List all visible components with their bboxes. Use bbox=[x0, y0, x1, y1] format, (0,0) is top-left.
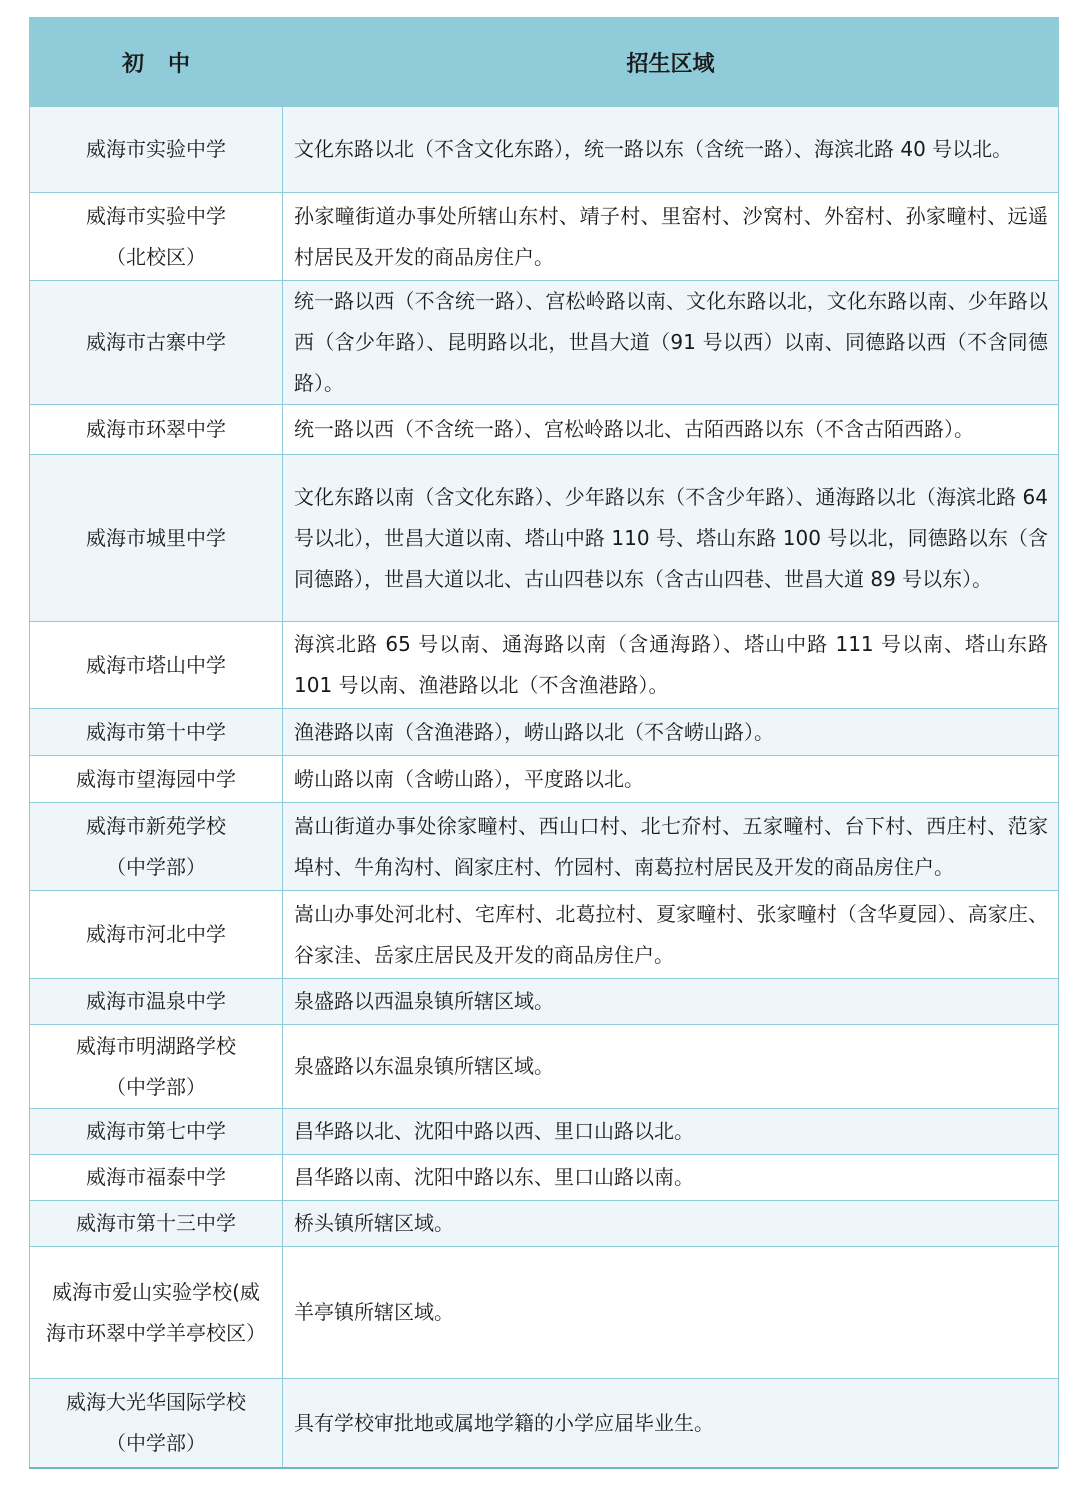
table-row bbox=[30, 455, 1059, 622]
enrollment-area-cell: 统一路以西（不含统一路）、宫松岭路以北、古陌西路以东（不含古陌西路）。 bbox=[283, 405, 1059, 455]
enrollment-area-cell: 泉盛路以西温泉镇所辖区域。 bbox=[283, 979, 1059, 1025]
table-row bbox=[30, 405, 1059, 455]
table-row bbox=[30, 891, 1059, 979]
school-name-cell bbox=[30, 1247, 283, 1379]
enrollment-area-cell: 海滨北路 65 号以南、通海路以南（含通海路）、塔山中路 111 号以南、塔山东路 101 号以南、渔港路以北（不含渔港路）。 bbox=[283, 622, 1059, 709]
enrollment-area-cell: 具有学校审批地或属地学籍的小学应届毕业生。 bbox=[283, 1379, 1059, 1468]
table-body bbox=[30, 107, 1059, 1468]
school-name-cell bbox=[30, 979, 283, 1025]
table-row bbox=[30, 1109, 1059, 1155]
school-name-cell bbox=[30, 803, 283, 891]
school-name-line: （中学部） bbox=[106, 854, 206, 879]
enrollment-area-cell: 孙家疃街道办事处所辖山东村、靖子村、里窑村、沙窝村、外窑村、孙家疃村、远遥村居民及开发的商品房住户。 bbox=[283, 193, 1059, 281]
enrollment-area-cell: 昌华路以北、沈阳中路以西、里口山路以北。 bbox=[283, 1109, 1059, 1155]
school-name-cell bbox=[30, 1155, 283, 1201]
school-name-line: （中学部） bbox=[106, 1431, 206, 1455]
table-row bbox=[30, 803, 1059, 891]
school-name-cell bbox=[30, 709, 283, 756]
enrollment-zone-table bbox=[29, 17, 1059, 1468]
school-name-cell bbox=[30, 1201, 283, 1247]
table-row bbox=[30, 1201, 1059, 1247]
enrollment-area-cell: 泉盛路以东温泉镇所辖区域。 bbox=[283, 1025, 1059, 1109]
school-name-line: 威海市温泉中学 bbox=[86, 989, 226, 1013]
table-row bbox=[30, 622, 1059, 709]
school-name-line: 威海市第十中学 bbox=[86, 719, 226, 744]
school-name-cell bbox=[30, 756, 283, 803]
school-name-line: 威海市第十三中学 bbox=[76, 1211, 236, 1235]
enrollment-area-cell: 羊亭镇所辖区域。 bbox=[283, 1247, 1059, 1379]
enrollment-area-cell: 嵩山街道办事处徐家疃村、西山口村、北七夼村、五家疃村、台下村、西庄村、范家埠村、牛角沟村、阎家庄村、竹园村、南葛拉村居民及开发的商品房住户。 bbox=[283, 803, 1059, 891]
school-name-cell bbox=[30, 455, 283, 622]
school-name-line: 威海市城里中学 bbox=[86, 525, 226, 550]
school-name-cell bbox=[30, 891, 283, 979]
school-name-line: 威海市爱山实验学校(威 bbox=[52, 1279, 260, 1304]
enrollment-table-wrapper bbox=[29, 17, 1058, 1468]
school-name-line: 威海市第七中学 bbox=[86, 1119, 226, 1143]
school-name-cell bbox=[30, 1025, 283, 1109]
school-name-line: 海市环翠中学羊亭校区） bbox=[46, 1320, 266, 1345]
enrollment-area-cell: 崂山路以南（含崂山路），平度路以北。 bbox=[283, 756, 1059, 803]
school-name-cell bbox=[30, 107, 283, 193]
table-row bbox=[30, 979, 1059, 1025]
school-name-line: 威海市实验中学 bbox=[86, 137, 226, 161]
table-row bbox=[30, 281, 1059, 405]
header-school: 初中 bbox=[30, 18, 283, 107]
table-row bbox=[30, 1379, 1059, 1468]
school-name-cell bbox=[30, 622, 283, 709]
school-name-line: 威海市古寨中学 bbox=[86, 330, 226, 354]
school-name-line: 威海市环翠中学 bbox=[86, 417, 226, 441]
school-name-cell bbox=[30, 1109, 283, 1155]
table-row bbox=[30, 1155, 1059, 1201]
header-area: 招生区域 bbox=[283, 18, 1059, 107]
table-header-row bbox=[30, 18, 1059, 107]
enrollment-area-cell: 昌华路以南、沈阳中路以东、里口山路以南。 bbox=[283, 1155, 1059, 1201]
school-name-cell bbox=[30, 1379, 283, 1468]
school-name-line: （中学部） bbox=[106, 1074, 206, 1099]
table-row bbox=[30, 193, 1059, 281]
table-row bbox=[30, 1247, 1059, 1379]
school-name-line: 威海市福泰中学 bbox=[86, 1165, 226, 1189]
school-name-cell bbox=[30, 405, 283, 455]
school-name-line: 威海市塔山中学 bbox=[86, 652, 226, 677]
school-name-cell bbox=[30, 281, 283, 405]
school-name-line: 威海市明湖路学校 bbox=[76, 1033, 236, 1058]
table-row bbox=[30, 756, 1059, 803]
enrollment-area-cell: 文化东路以南（含文化东路）、少年路以东（不含少年路）、通海路以北（海滨北路 64 号以北），世昌大道以南、塔山中路 110 号、塔山东路 100 号以北，同德路以东（含同德路），世昌大道以北、古山四巷以东（含古山四巷、世昌大道 89 号以东）。 bbox=[283, 455, 1059, 622]
school-name-line: 威海市望海园中学 bbox=[76, 766, 236, 791]
table-bottom-border bbox=[29, 1467, 1058, 1469]
table-row bbox=[30, 107, 1059, 193]
school-name-cell bbox=[30, 193, 283, 281]
enrollment-area-cell: 桥头镇所辖区域。 bbox=[283, 1201, 1059, 1247]
school-name-line: 威海大光华国际学校 bbox=[66, 1390, 246, 1414]
enrollment-area-cell: 渔港路以南（含渔港路），崂山路以北（不含崂山路）。 bbox=[283, 709, 1059, 756]
school-name-line: （北校区） bbox=[106, 244, 206, 269]
enrollment-area-cell: 统一路以西（不含统一路）、宫松岭路以南、文化东路以北，文化东路以南、少年路以西（含少年路）、昆明路以北，世昌大道（91 号以西）以南、同德路以西（不含同德路）。 bbox=[283, 281, 1059, 405]
school-name-line: 威海市实验中学 bbox=[86, 203, 226, 228]
school-name-line: 威海市新苑学校 bbox=[86, 813, 226, 838]
table-row bbox=[30, 709, 1059, 756]
enrollment-area-cell: 嵩山办事处河北村、宅库村、北葛拉村、夏家疃村、张家疃村（含华夏园）、高家庄、谷家洼、岳家庄居民及开发的商品房住户。 bbox=[283, 891, 1059, 979]
table-row bbox=[30, 1025, 1059, 1109]
school-name-line: 威海市河北中学 bbox=[86, 922, 226, 946]
enrollment-area-cell: 文化东路以北（不含文化东路），统一路以东（含统一路）、海滨北路 40 号以北。 bbox=[283, 107, 1059, 193]
